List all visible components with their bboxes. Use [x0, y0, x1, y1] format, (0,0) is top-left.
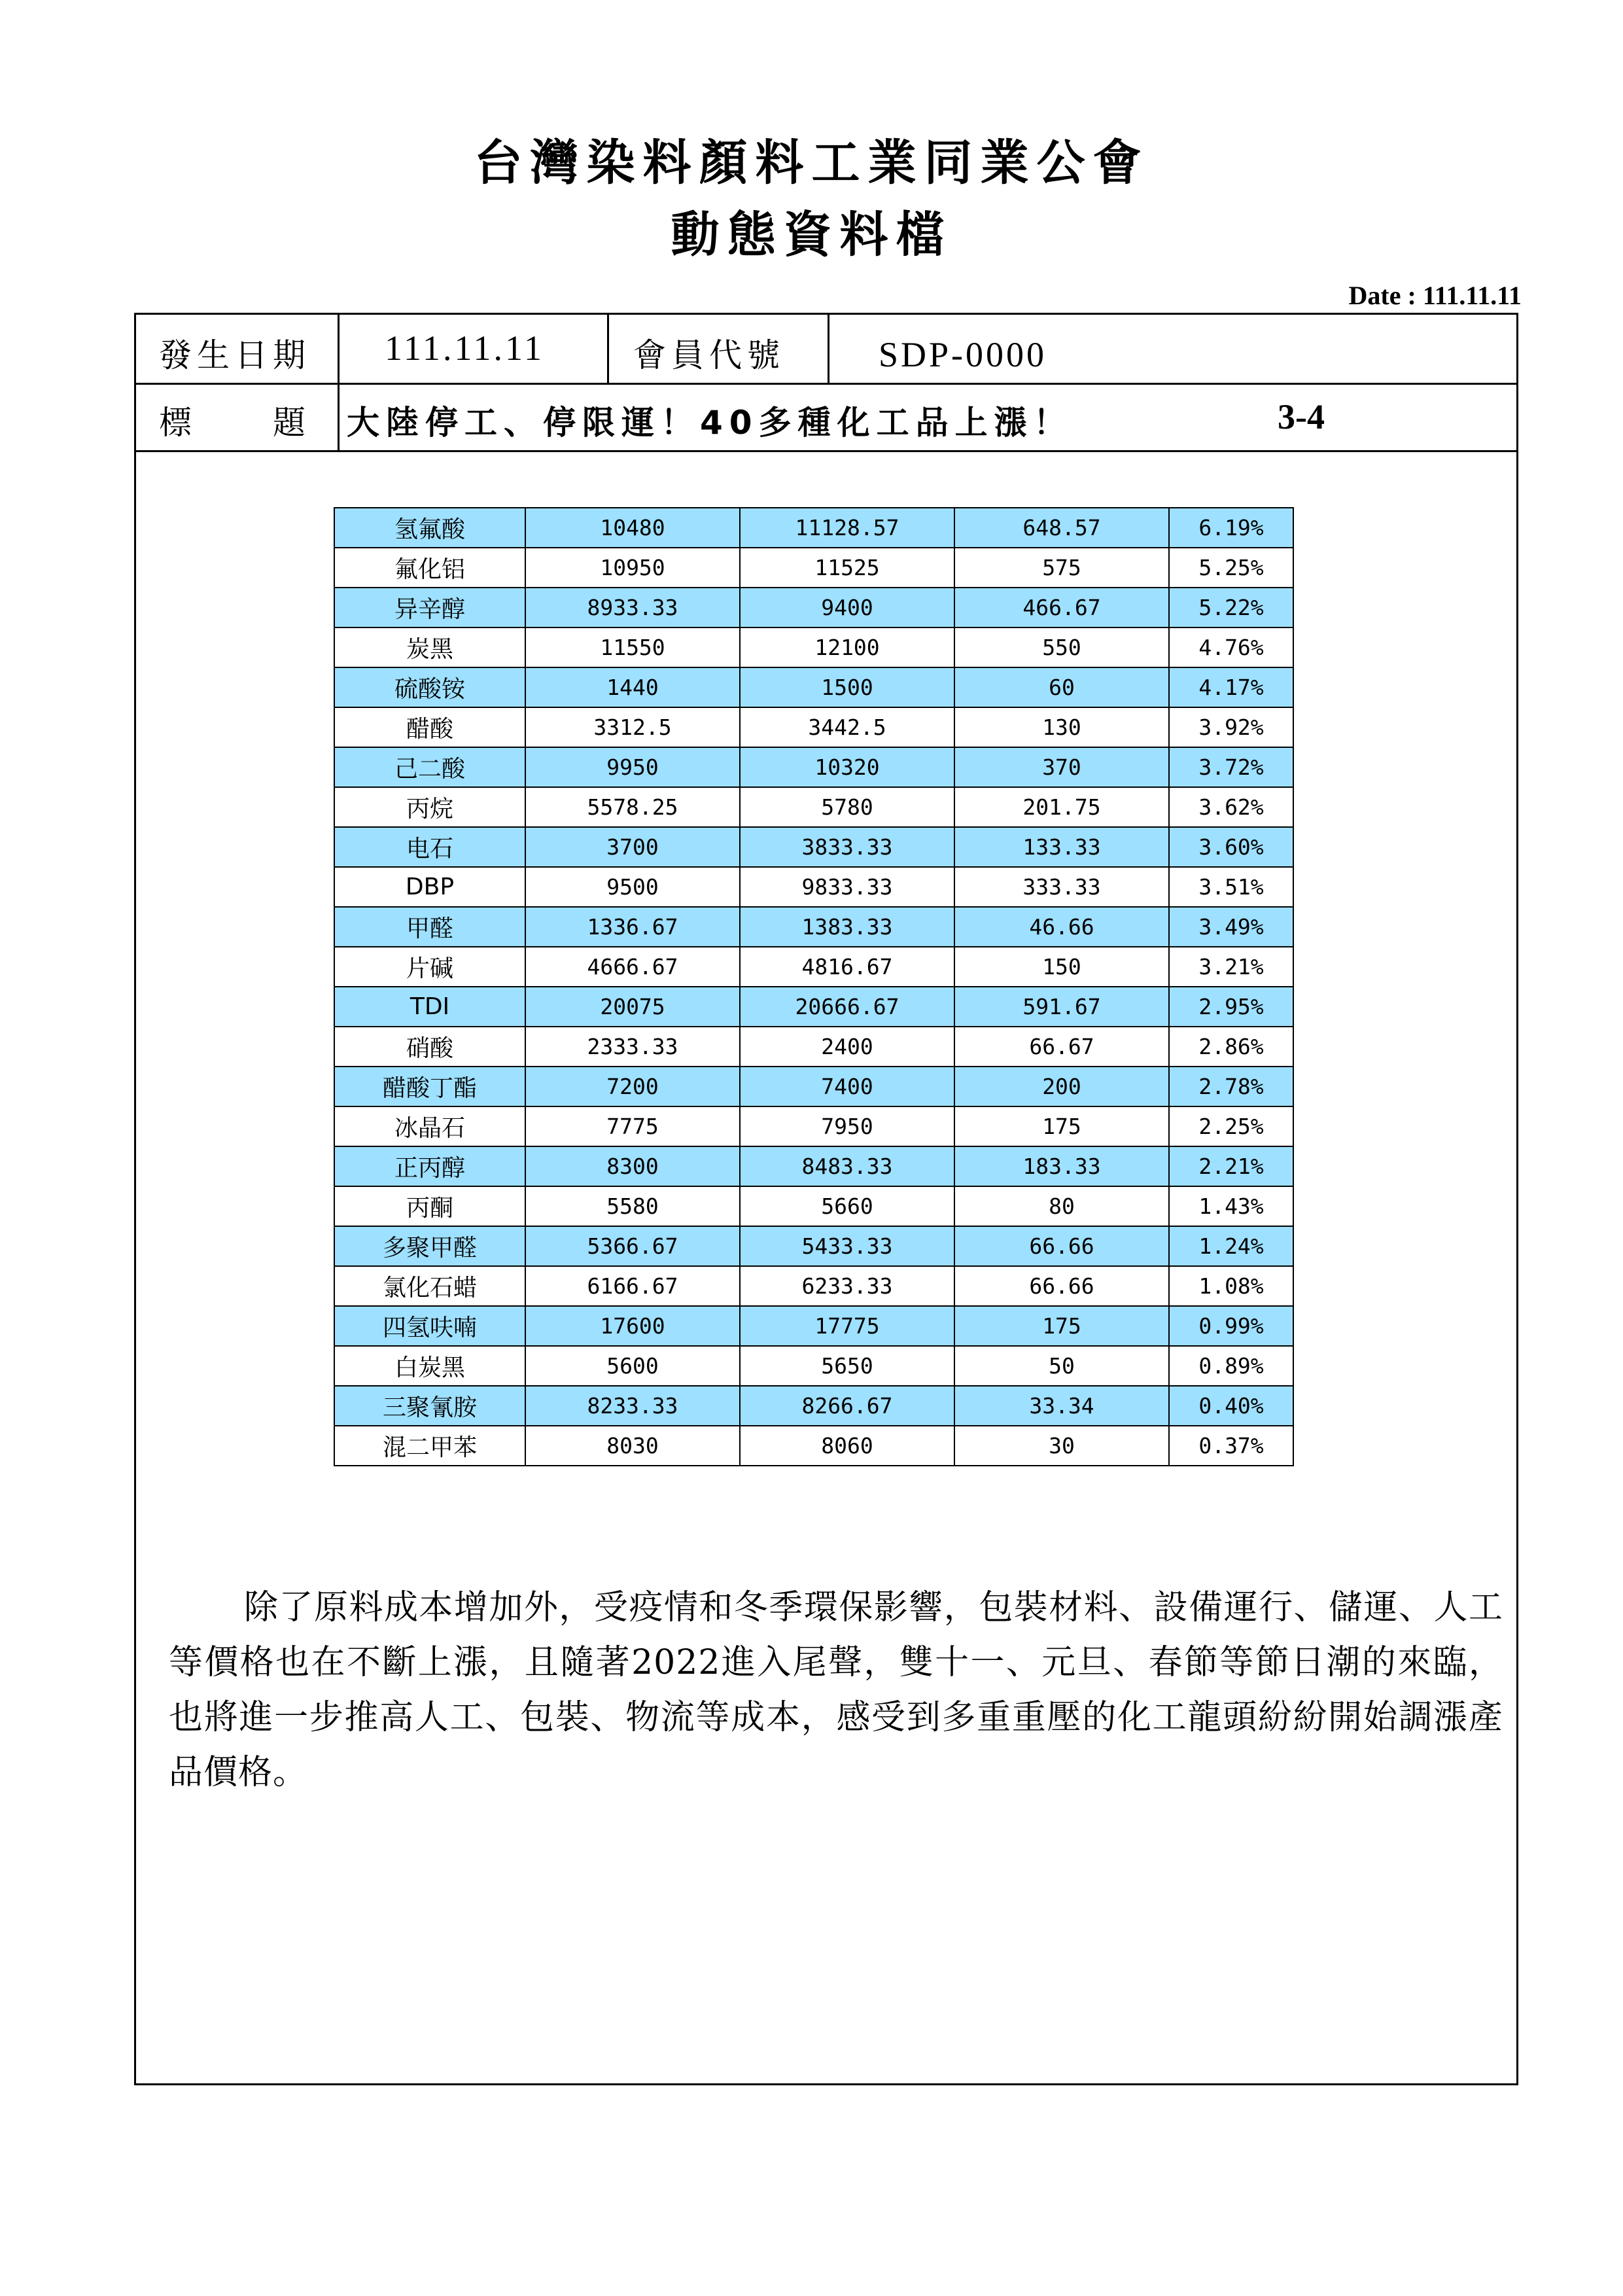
- product-name-cell: 四氢呋喃: [334, 1306, 525, 1346]
- price-after-cell: 7400: [740, 1067, 954, 1106]
- price-after-cell: 7950: [740, 1106, 954, 1146]
- price-after-cell: 12100: [740, 627, 954, 667]
- percent-cell: 0.37%: [1169, 1426, 1293, 1466]
- price-before-cell: 11550: [525, 627, 740, 667]
- table-row: [334, 548, 1293, 588]
- change-cell: 333.33: [954, 867, 1169, 907]
- percent-cell: 1.43%: [1169, 1186, 1293, 1226]
- product-name-cell: 硝酸: [334, 1027, 525, 1067]
- change-cell: 183.33: [954, 1146, 1169, 1186]
- header-divider-1: [136, 383, 1516, 385]
- price-before-cell: 20075: [525, 987, 740, 1027]
- percent-cell: 2.95%: [1169, 987, 1293, 1027]
- change-cell: 200: [954, 1067, 1169, 1106]
- table-row: [334, 1426, 1293, 1466]
- product-name-cell: 冰晶石: [334, 1106, 525, 1146]
- price-before-cell: 10480: [525, 508, 740, 548]
- change-cell: 370: [954, 747, 1169, 787]
- member-code-value: SDP-0000: [879, 335, 1047, 374]
- percent-cell: 2.25%: [1169, 1106, 1293, 1146]
- table-row: [334, 1106, 1293, 1146]
- price-after-cell: 11525: [740, 548, 954, 588]
- table-row: [334, 987, 1293, 1027]
- percent-cell: 3.72%: [1169, 747, 1293, 787]
- table-row: [334, 508, 1293, 548]
- price-before-cell: 5600: [525, 1346, 740, 1386]
- percent-cell: 5.22%: [1169, 588, 1293, 627]
- price-after-cell: 5780: [740, 787, 954, 827]
- change-cell: 466.67: [954, 588, 1169, 627]
- product-name-cell: 己二酸: [334, 747, 525, 787]
- change-cell: 66.66: [954, 1266, 1169, 1306]
- price-after-cell: 3442.5: [740, 707, 954, 747]
- price-after-cell: 8483.33: [740, 1146, 954, 1186]
- price-before-cell: 3700: [525, 827, 740, 867]
- price-before-cell: 5366.67: [525, 1226, 740, 1266]
- table-row: [334, 827, 1293, 867]
- price-after-cell: 5433.33: [740, 1226, 954, 1266]
- page-number: 3-4: [1278, 397, 1325, 436]
- change-cell: 575: [954, 548, 1169, 588]
- member-code-label: 會員代號: [633, 336, 785, 374]
- occur-date-value: 111.11.11: [385, 328, 544, 368]
- product-name-cell: TDI: [334, 987, 525, 1027]
- change-cell: 66.67: [954, 1027, 1169, 1067]
- change-cell: 133.33: [954, 827, 1169, 867]
- table-row: [334, 1386, 1293, 1426]
- price-before-cell: 8300: [525, 1146, 740, 1186]
- table-row: [334, 1346, 1293, 1386]
- percent-cell: 0.99%: [1169, 1306, 1293, 1346]
- subject-label: 標 題: [159, 404, 311, 442]
- product-name-cell: 氟化铝: [334, 548, 525, 588]
- change-cell: 33.34: [954, 1386, 1169, 1426]
- price-after-cell: 2400: [740, 1027, 954, 1067]
- price-after-cell: 4816.67: [740, 947, 954, 987]
- change-cell: 175: [954, 1306, 1169, 1346]
- table-row: [334, 1027, 1293, 1067]
- percent-cell: 6.19%: [1169, 508, 1293, 548]
- document-title: 台灣染料顏料工業同業公會: [474, 135, 1149, 191]
- table-row: [334, 667, 1293, 707]
- percent-cell: 3.62%: [1169, 787, 1293, 827]
- price-after-cell: 1500: [740, 667, 954, 707]
- change-cell: 550: [954, 627, 1169, 667]
- price-after-cell: 20666.67: [740, 987, 954, 1027]
- product-name-cell: 甲醛: [334, 907, 525, 947]
- change-cell: 175: [954, 1106, 1169, 1146]
- table-row: [334, 947, 1293, 987]
- price-before-cell: 6166.67: [525, 1266, 740, 1306]
- price-after-cell: 3833.33: [740, 827, 954, 867]
- document-date: Date : 111.11.11: [1348, 281, 1522, 310]
- percent-cell: 5.25%: [1169, 548, 1293, 588]
- price-before-cell: 9950: [525, 747, 740, 787]
- price-before-cell: 3312.5: [525, 707, 740, 747]
- price-after-cell: 5660: [740, 1186, 954, 1226]
- change-cell: 30: [954, 1426, 1169, 1466]
- product-name-cell: 氯化石蜡: [334, 1266, 525, 1306]
- price-before-cell: 17600: [525, 1306, 740, 1346]
- header-divider-2: [136, 450, 1516, 452]
- table-row: [334, 588, 1293, 627]
- product-name-cell: 三聚氰胺: [334, 1386, 525, 1426]
- percent-cell: 3.60%: [1169, 827, 1293, 867]
- product-name-cell: 丙酮: [334, 1186, 525, 1226]
- product-name-cell: 白炭黑: [334, 1346, 525, 1386]
- price-after-cell: 11128.57: [740, 508, 954, 548]
- price-before-cell: 1440: [525, 667, 740, 707]
- price-before-cell: 5580: [525, 1186, 740, 1226]
- table-row: [334, 1186, 1293, 1226]
- price-before-cell: 1336.67: [525, 907, 740, 947]
- subject-value: 大陸停工、停限運！40多種化工品上漲！: [347, 404, 1073, 442]
- price-after-cell: 1383.33: [740, 907, 954, 947]
- percent-cell: 2.78%: [1169, 1067, 1293, 1106]
- product-name-cell: 正丙醇: [334, 1146, 525, 1186]
- product-name-cell: 醋酸: [334, 707, 525, 747]
- change-cell: 130: [954, 707, 1169, 747]
- price-before-cell: 9500: [525, 867, 740, 907]
- price-after-cell: 8266.67: [740, 1386, 954, 1426]
- body-paragraph: 除了原料成本增加外，受疫情和冬季環保影響，包裝材料、設備運行、儲運、人工等價格也在不斷上漲，且隨著2022進入尾聲，雙十一、元旦、春節等節日潮的來臨，也將進一步推高人工、包裝、物流等成本，感受到多重重壓的化工龍頭紛紛開始調漲產品價格。: [169, 1588, 1503, 1792]
- price-after-cell: 17775: [740, 1306, 954, 1346]
- member-divider: [828, 315, 829, 383]
- price-after-cell: 6233.33: [740, 1266, 954, 1306]
- price-after-cell: 10320: [740, 747, 954, 787]
- change-cell: 150: [954, 947, 1169, 987]
- percent-cell: 1.08%: [1169, 1266, 1293, 1306]
- table-row: [334, 907, 1293, 947]
- percent-cell: 1.24%: [1169, 1226, 1293, 1266]
- price-table-body: [334, 508, 1293, 1466]
- product-name-cell: 氢氟酸: [334, 508, 525, 548]
- product-name-cell: 混二甲苯: [334, 1426, 525, 1466]
- table-row: [334, 1266, 1293, 1306]
- price-before-cell: 7775: [525, 1106, 740, 1146]
- change-cell: 50: [954, 1346, 1169, 1386]
- table-row: [334, 787, 1293, 827]
- date-divider: [607, 315, 609, 383]
- product-name-cell: DBP: [334, 867, 525, 907]
- percent-cell: 4.17%: [1169, 667, 1293, 707]
- change-cell: 66.66: [954, 1226, 1169, 1266]
- product-name-cell: 片碱: [334, 947, 525, 987]
- percent-cell: 0.89%: [1169, 1346, 1293, 1386]
- table-row: [334, 1226, 1293, 1266]
- percent-cell: 2.86%: [1169, 1027, 1293, 1067]
- percent-cell: 3.92%: [1169, 707, 1293, 747]
- table-row: [334, 1146, 1293, 1186]
- percent-cell: 2.21%: [1169, 1146, 1293, 1186]
- table-row: [334, 627, 1293, 667]
- change-cell: 648.57: [954, 508, 1169, 548]
- document-subtitle: 動態資料檔: [671, 207, 952, 263]
- label-divider: [338, 315, 340, 450]
- price-after-cell: 8060: [740, 1426, 954, 1466]
- price-before-cell: 10950: [525, 548, 740, 588]
- table-row: [334, 1306, 1293, 1346]
- table-row: [334, 867, 1293, 907]
- price-table: [334, 507, 1294, 1466]
- table-row: [334, 747, 1293, 787]
- percent-cell: 3.21%: [1169, 947, 1293, 987]
- percent-cell: 3.49%: [1169, 907, 1293, 947]
- change-cell: 60: [954, 667, 1169, 707]
- product-name-cell: 炭黑: [334, 627, 525, 667]
- occur-date-label: 發生日期: [159, 336, 311, 374]
- price-before-cell: 8233.33: [525, 1386, 740, 1426]
- table-row: [334, 1067, 1293, 1106]
- change-cell: 80: [954, 1186, 1169, 1226]
- price-after-cell: 5650: [740, 1346, 954, 1386]
- price-before-cell: 2333.33: [525, 1027, 740, 1067]
- table-row: [334, 707, 1293, 747]
- product-name-cell: 异辛醇: [334, 588, 525, 627]
- product-name-cell: 电石: [334, 827, 525, 867]
- change-cell: 591.67: [954, 987, 1169, 1027]
- percent-cell: 4.76%: [1169, 627, 1293, 667]
- change-cell: 46.66: [954, 907, 1169, 947]
- product-name-cell: 硫酸铵: [334, 667, 525, 707]
- price-before-cell: 4666.67: [525, 947, 740, 987]
- product-name-cell: 丙烷: [334, 787, 525, 827]
- price-before-cell: 8933.33: [525, 588, 740, 627]
- price-after-cell: 9833.33: [740, 867, 954, 907]
- change-cell: 201.75: [954, 787, 1169, 827]
- percent-cell: 0.40%: [1169, 1386, 1293, 1426]
- price-before-cell: 5578.25: [525, 787, 740, 827]
- price-before-cell: 8030: [525, 1426, 740, 1466]
- product-name-cell: 醋酸丁酯: [334, 1067, 525, 1106]
- price-before-cell: 7200: [525, 1067, 740, 1106]
- percent-cell: 3.51%: [1169, 867, 1293, 907]
- price-after-cell: 9400: [740, 588, 954, 627]
- product-name-cell: 多聚甲醛: [334, 1226, 525, 1266]
